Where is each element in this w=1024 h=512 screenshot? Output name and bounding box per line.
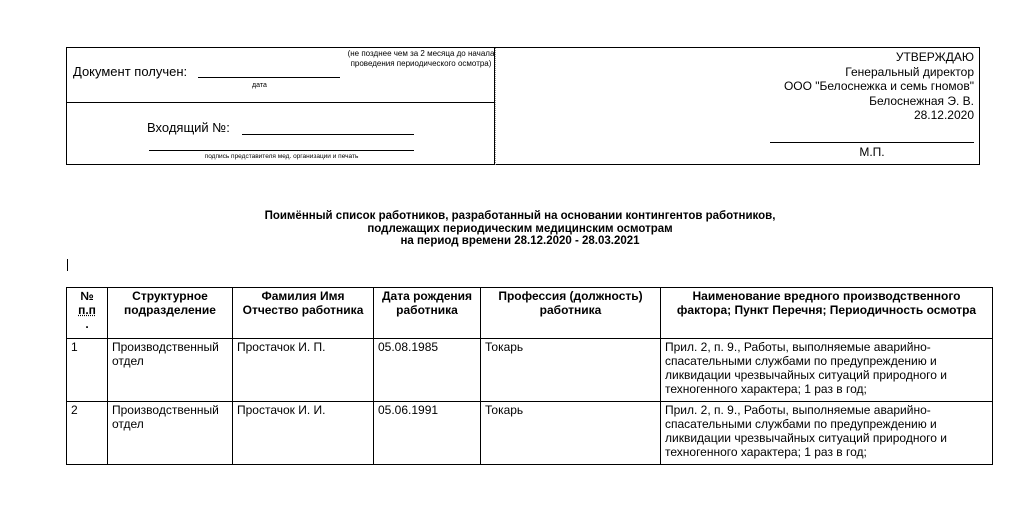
receipt-cell <box>67 48 495 103</box>
header-number <box>67 288 108 339</box>
stamp-label: М.П. <box>859 145 885 159</box>
cell-profession[interactable]: Токарь <box>481 339 661 402</box>
text-cursor <box>67 259 68 271</box>
header-number-line-2: п.п <box>78 303 96 317</box>
cell-full-name[interactable]: Простачок И. П. <box>233 339 374 402</box>
cell-hazard[interactable]: Прил. 2, п. 9., Работы, выполняемые аварийно-спасательными службами по предупреждению и ликвидации чрезвычайных ситуаций природного и техногенного характера; 1 раз в год; <box>661 402 993 465</box>
cell-hazard[interactable]: Прил. 2, п. 9., Работы, выполняемые аварийно-спасательными службами по предупреждению и ликвидации чрезвычайных ситуаций природного и техногенного характера; 1 раз в год; <box>661 339 993 402</box>
header-full-name: Фамилия Имя Отчество работника <box>233 288 374 339</box>
signature-line[interactable] <box>149 150 414 151</box>
title-line-2: подлежащих периодическим медицинским осмотрам <box>367 222 673 235</box>
table-header-row <box>67 288 993 339</box>
cell-profession[interactable]: Токарь <box>481 402 661 465</box>
header-number-line-3: . <box>85 317 89 331</box>
approval-company: ООО "Белоснежка и семь гномов" <box>783 79 974 93</box>
title-line-3: на период времени 28.12.2020 - 28.03.2021 <box>400 235 640 247</box>
cell-number[interactable]: 1 <box>67 339 108 402</box>
cell-department[interactable]: Производственный отдел <box>108 339 233 402</box>
signature-caption: подпись представителя мед. организации и печать <box>204 153 359 160</box>
cell-birth-date[interactable]: 05.08.1985 <box>374 339 481 402</box>
cell-number[interactable]: 2 <box>67 402 108 465</box>
doc-received-label: Документ получен: <box>73 64 188 79</box>
cell-birth-date[interactable]: 05.06.1991 <box>374 402 481 465</box>
table-row <box>67 402 993 465</box>
document-title <box>140 210 900 248</box>
approval-title: УТВЕРЖДАЮ <box>895 50 974 64</box>
cell-full-name[interactable]: Простачок И. И. <box>233 402 374 465</box>
table-row <box>67 339 993 402</box>
deadline-note: (не позднее чем за 2 месяца до начала проведения периодического осмотра) <box>347 49 495 68</box>
employees-table <box>66 287 993 465</box>
header-profession: Профессия (должность) работника <box>481 288 661 339</box>
header-birth-date: Дата рождения работника <box>374 288 481 339</box>
header-department: Структурное подразделение <box>108 288 233 339</box>
approval-cell <box>495 48 980 165</box>
header-number-line-1: № <box>80 289 94 303</box>
approval-position: Генеральный директор <box>845 64 974 79</box>
stamp-line[interactable] <box>770 142 974 143</box>
cell-department[interactable]: Производственный отдел <box>108 402 233 465</box>
doc-received-date-line[interactable] <box>198 77 340 78</box>
incoming-number-line[interactable] <box>242 134 414 135</box>
approval-block <box>674 50 974 123</box>
approval-name: Белоснежная Э. В. <box>869 93 974 108</box>
header-hazard: Наименование вредного производственного фактора; Пункт Перечня; Периодичность осмотра <box>661 288 993 339</box>
incoming-cell <box>67 103 495 165</box>
approval-date: 28.12.2020 <box>913 108 974 122</box>
incoming-number-label: Входящий №: <box>147 120 230 135</box>
title-line-1: Поимённый список работников, разработанный на основании контингентов работников, <box>264 210 776 222</box>
header-block <box>66 47 980 165</box>
date-caption: дата <box>252 82 267 89</box>
